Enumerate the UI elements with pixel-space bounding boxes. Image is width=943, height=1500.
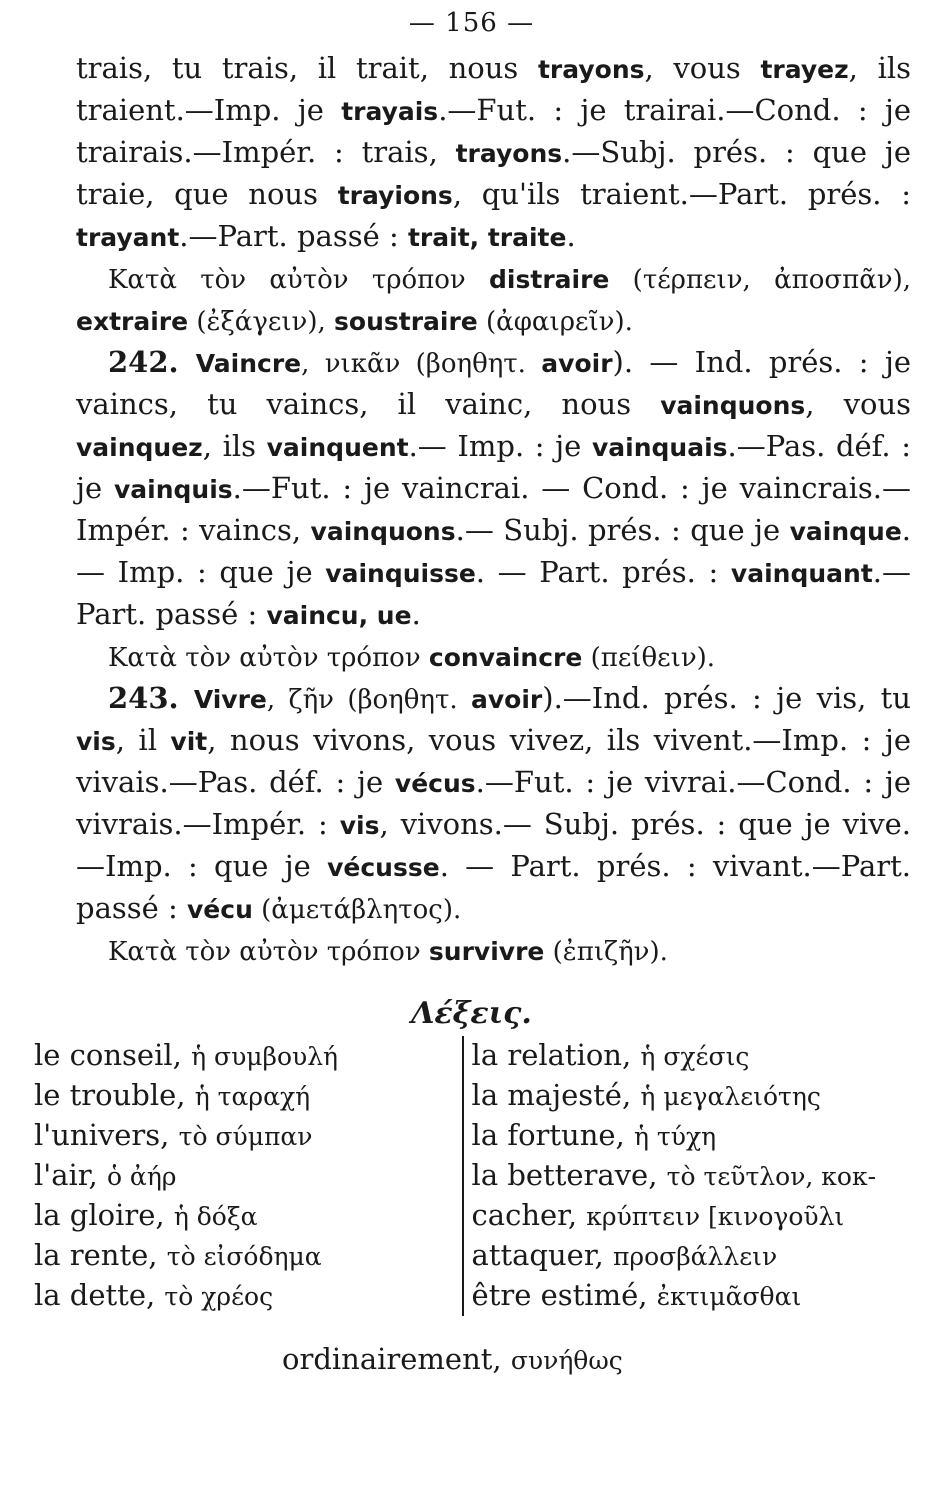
greek-text: (ἀφαιρεῖν). (477, 307, 633, 337)
paragraph (76, 678, 911, 930)
section-number: 243. (108, 681, 194, 715)
page-number: — 156 — (408, 8, 535, 38)
bold-term: vécu (187, 895, 253, 924)
bold-term: vécusse (327, 853, 440, 882)
bold-term: trayions (337, 181, 453, 210)
greek-text: (ἐπιζῆν). (544, 937, 668, 967)
vocab-entry (472, 1036, 914, 1076)
paragraph (76, 636, 911, 678)
vocab-french: la fortune, (471, 1118, 634, 1152)
text-run: ). — Ind. prés. : je vaincs, tu vaincs, il vainc, nous (76, 345, 911, 421)
vocab-greek: ἡ σχέσις (640, 1042, 750, 1071)
vocab-french: la majesté, (471, 1078, 641, 1112)
text-run: .—Fut. : je vaincrai. — Cond. : je vaincrais.—Impér. : vaincs, (76, 471, 912, 547)
bold-term: vainque (789, 517, 902, 546)
conjugation-text (76, 48, 911, 972)
vocab-greek: τὸ σύμπαν (178, 1122, 313, 1151)
vocab-french: l'air, (34, 1158, 107, 1192)
greek-text: , νικᾶν (βοηθητ. (301, 349, 542, 379)
bold-term: Vivre (193, 685, 267, 714)
text-run: .—Part. passé : (76, 555, 911, 631)
vocabulary-heading: Λέξεις. (411, 996, 532, 1031)
vocab-greek: ὁ ἀήρ (106, 1162, 177, 1191)
bold-term: vaincu, ue (266, 601, 412, 630)
text-run: , vous (644, 51, 761, 85)
vocabulary-right-column (462, 1036, 914, 1316)
paragraph (76, 930, 911, 972)
text-run: .—Fut. : je vivrai.—Cond. : je vivrais.—Impér. : (76, 765, 912, 841)
bold-term: vainquisse (325, 559, 476, 588)
vocab-french: la dette, (34, 1278, 165, 1312)
vocab-entry (472, 1196, 914, 1236)
vocab-entry (34, 1236, 462, 1276)
bold-term: extraire (76, 307, 189, 336)
bold-term: avoir (541, 349, 613, 378)
bold-term: vainquais (591, 433, 728, 462)
text-run: .—Fut. : je trairai.—Cond. : je trairais.—Impér. : trais, (76, 93, 911, 169)
vocab-greek: ἡ τύχη (634, 1122, 717, 1151)
text-run: ).—Ind. prés. : je vis, tu (542, 681, 911, 715)
text-run: .—Pas. déf. : je (76, 429, 911, 505)
bold-term: Vaincre (195, 349, 302, 378)
section-number: 242. (108, 345, 196, 379)
bold-term: vis (76, 727, 116, 756)
vocab-entry (472, 1116, 914, 1156)
text-run: . — Imp. : que je (76, 513, 911, 589)
text-run: , nous vivons, vous vivez, ils vivent.—Imp. : je vivais.—Pas. déf. : je (76, 723, 911, 799)
vocab-greek: τὸ χρέος (164, 1282, 274, 1311)
vocab-french: la rente, (34, 1238, 167, 1272)
vocab-greek: συνήθως (510, 1346, 623, 1375)
greek-text: Κατὰ τὸν αὐτὸν τρόπον (108, 643, 429, 673)
greek-text: (πείθειν). (582, 643, 716, 673)
vocab-greek: τὸ τεῦτλον, κοκ- (666, 1162, 877, 1191)
vocab-french: ordinairement, (282, 1342, 511, 1376)
greek-text: (τέρπειν, ἀποσπᾶν), (609, 265, 911, 295)
vocab-french: la gloire, (34, 1198, 174, 1232)
vocab-greek: ἡ συμβουλή (191, 1042, 339, 1071)
bold-term: survivre (428, 937, 545, 966)
text-run: , il (115, 723, 171, 757)
text-run: . (411, 597, 421, 631)
bold-term: vainquons (310, 517, 456, 546)
paragraph (76, 342, 911, 636)
bold-term: trayez (760, 55, 849, 84)
vocab-french: l'univers, (34, 1118, 179, 1152)
bold-term: soustraire (334, 307, 478, 336)
bold-term: trait, traite (407, 223, 567, 252)
bold-term: vainquent (266, 433, 409, 462)
paragraph (76, 258, 911, 342)
text-run: .— Subj. prés. : que je (455, 513, 790, 547)
text-run: , vous (805, 387, 911, 421)
text-run: .— Imp. : je (408, 429, 592, 463)
text-run: . — Part. prés. : (475, 555, 731, 589)
vocab-entry (472, 1276, 914, 1316)
bold-term: vainquis (113, 475, 233, 504)
vocab-entry (34, 1036, 462, 1076)
vocabulary-left-column (34, 1036, 462, 1316)
bold-term: vit (170, 727, 208, 756)
greek-text: (ἐξάγειν), (188, 307, 335, 337)
bold-term: trayais (341, 97, 439, 126)
vocab-french: cacher, (471, 1198, 587, 1232)
vocab-french: le trouble, (34, 1078, 195, 1112)
text-run: , ils traient.—Imp. je (76, 51, 912, 127)
vocab-entry (472, 1156, 914, 1196)
vocab-greek: ἡ μεγαλειότης (640, 1082, 821, 1111)
vocab-french: être estimé, (471, 1278, 657, 1312)
bold-term: vainquez (76, 433, 203, 462)
vocabulary-last-entry (282, 1342, 623, 1376)
vocab-greek: κρύπτειν [κινογοῦλι (586, 1202, 845, 1231)
vocabulary-list (34, 1036, 914, 1316)
text-run: , ils (202, 429, 267, 463)
text-run: trais, tu trais, il trait, nous (76, 51, 538, 85)
bold-term: distraire (489, 265, 610, 294)
greek-text: (ἀμετάβλητος). (252, 895, 462, 925)
bold-term: vécus (394, 769, 476, 798)
bold-term: trayons (455, 139, 563, 168)
bold-term: trayant (76, 223, 180, 252)
text-run: . — Part. prés. : vivant.—Part. passé : (76, 849, 911, 925)
text-run: , qu'ils traient.—Part. prés. : (452, 177, 912, 211)
bold-term: avoir (471, 685, 543, 714)
bold-term: vainquant (730, 559, 873, 588)
vocab-entry (472, 1236, 914, 1276)
vocab-french: attaquer, (471, 1238, 613, 1272)
greek-text: Κατὰ τὸν αὐτὸν τρόπον (108, 265, 490, 295)
vocab-entry (34, 1276, 462, 1316)
bold-term: vainquons (660, 391, 806, 420)
bold-term: trayons (537, 55, 645, 84)
greek-text: Κατὰ τὸν αὐτὸν τρόπον (108, 937, 429, 967)
greek-text: , ζῆν (βοηθητ. (266, 685, 471, 715)
vocab-greek: ἡ δόξα (173, 1202, 258, 1231)
text-run: . (566, 219, 576, 253)
vocab-entry (34, 1156, 462, 1196)
vocab-french: la betterave, (471, 1158, 667, 1192)
paragraph (76, 48, 911, 258)
vocab-greek: ἐκτιμᾶσθαι (656, 1282, 802, 1311)
vocab-entry (34, 1116, 462, 1156)
bold-term: convaincre (428, 643, 583, 672)
bold-term: vis (339, 811, 380, 840)
vocab-greek: τὸ εἰσόδημα (166, 1242, 322, 1271)
vocab-entry (34, 1076, 462, 1116)
text-run: .—Subj. prés. : que je traie, que nous (76, 135, 911, 211)
text-run: .—Part. passé : (179, 219, 408, 253)
text-run: , vivons.— Subj. prés. : que je vive.—Imp. : que je (76, 807, 911, 883)
vocab-greek: προσβάλλειν (612, 1242, 778, 1271)
vocab-entry (472, 1076, 914, 1116)
vocab-french: le conseil, (34, 1038, 192, 1072)
vocab-greek: ἡ ταραχή (194, 1082, 311, 1111)
vocab-entry (34, 1196, 462, 1236)
vocab-french: la relation, (471, 1038, 641, 1072)
